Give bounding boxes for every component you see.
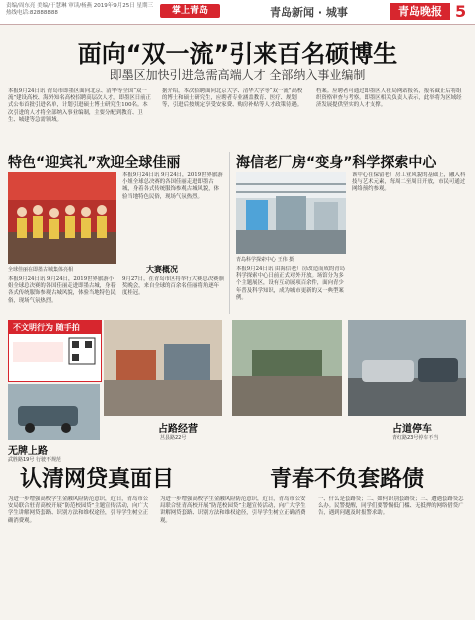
newspaper-brand: 青岛晚报 [390,3,450,20]
civility-ad [8,320,102,382]
left-feature-title: 特色“迎宾礼”欢迎全球佳丽 [8,155,181,171]
left-feature-subtitle: 大赛概况 [146,264,178,274]
car-photo [8,384,100,440]
lead-body-col1: 本报9月24日讯 青岛市即墨区面向北京、清华等全国“双一流”建设高校、海外知名高校招聘高层次人才，即墨区日前正式公布首批引进名单，计划引进硕士博士研究生100名。本次引进的人才将全部纳入事业编制，主要分配到教育、卫生、城建等急需领域。 [8,88,151,123]
ad-brand: 不文明行为 随手拍 [9,321,101,334]
ad1-text: 武胜路19号 行驶不规范 [8,457,61,463]
shop-photo [232,320,342,416]
left-feature-subbody: 9月27日，在青岛市区将举行大赛总决赛颁奖晚会，来自全球的百余名佳丽将角逐年度桂冠。 [122,276,224,297]
right-feature-body: 本报9月24日讯 由海信老厂房改造而成的青岛科学探索中心日前正式对外开放。场馆分为多个主题展区，设有互动展项百余件，面向青少年普及科学知识，成为城市更新的又一典型案例。 [236,266,346,301]
column-divider [229,152,230,314]
right-feature-body-col2: 该中心在保留老厂房工业风貌的基础上，融入科技与艺术元素，每周二至周日开放，市民可通过网络预约参观。 [352,172,466,193]
bottom-left-title: 认清网贷真面目 [20,467,175,492]
ad1-title: 无牌上路 [8,446,48,457]
parking-photo [348,320,466,416]
section-title: 青岛新闻 · 城事 [270,6,348,19]
header-meta: 责编/周东亮 美编/于慧琳 审读/杨燕 2019年9月25日 星期三 热线电话:82888888 [6,3,154,16]
bottom-right-body: 一、什么是套路贷；二、如何识别套路贷；三、遭遇套路贷怎么办。民警提醒，同学们要警惕低门槛、无抵押的网络借贷广告，遇到问题及时报警求助。 [318,496,464,517]
right-photo-caption: 青岛科学探索中心 王伟 摄 [236,257,295,263]
ad2-text: 莒县路22号 [160,435,187,441]
lead-body-col2: 据介绍，本次招聘面向北京大学、清华大学等“双一流”高校的博士和硕士研究生，应聘者专业涵盖教育、医疗、规划等，引进后按规定享受安家费、购房补贴等人才政策待遇。 [162,88,303,109]
left-photo-caption: 全球佳丽在即墨古城集体亮相 [8,267,74,273]
left-feature-body-col2: 本报9月24日讯 9月24日，2019世界旅游小姐全球总决赛的各国佳丽走进即墨古城，身着各式传统服饰参观古城风貌，体验当地特色民俗，现场气氛热烈。 [122,172,223,200]
bottom-left-body: 为进一步增强高校学生金融风险防范意识，近日，青岛市公安局联合驻青高校开展“防范校园贷”主题宣传活动，向广大学生讲解网贷套路、识别方法和维权途径，引导学生树立正确消费观。 [8,496,149,524]
bottom-right-title: 青春不负套路债 [270,467,425,492]
lead-subhead: 即墨区加快引进急需高端人才 全部纳入事业编制 [109,68,366,82]
science-center-photo [236,172,346,254]
page-number: 5 [455,2,467,21]
lead-headline: 面向“双一流”引来百名硕博生 [77,40,398,68]
ad3-text: 青红路23号停车不当 [392,435,439,441]
qr-code-icon [9,334,99,374]
right-feature-title: 海信老厂房“变身”科学探索中心 [236,155,437,171]
app-logo: 掌上青岛 [160,4,220,18]
lead-body-col3: 档案。应聘者可通过即墨区人社局网站报名，报名截止后将组织资格审查与考察。即墨区相关负责人表示，此举将为区域经济发展提供坚实的人才支撑。 [316,88,462,109]
bottom-mid-body: 为进一步增强高校学生金融风险防范意识，近日，青岛市公安局联合驻青高校开展“防范校园贷”主题宣传活动，向广大学生讲解网贷套路、识别方法和维权途径，引导学生树立正确消费观。 [160,496,306,524]
left-feature-body: 本报9月24日讯 9月24日，2019世界旅游小姐全球总决赛的各国佳丽走进即墨古城，身着各式传统服饰参观古城风貌，体验当地特色民俗，现场气氛热烈。 [8,276,116,304]
pageant-photo [8,172,116,264]
street-photo [104,320,222,416]
ad2-title: 占路经营 [158,424,198,435]
ad3-title: 占道停车 [392,424,432,435]
